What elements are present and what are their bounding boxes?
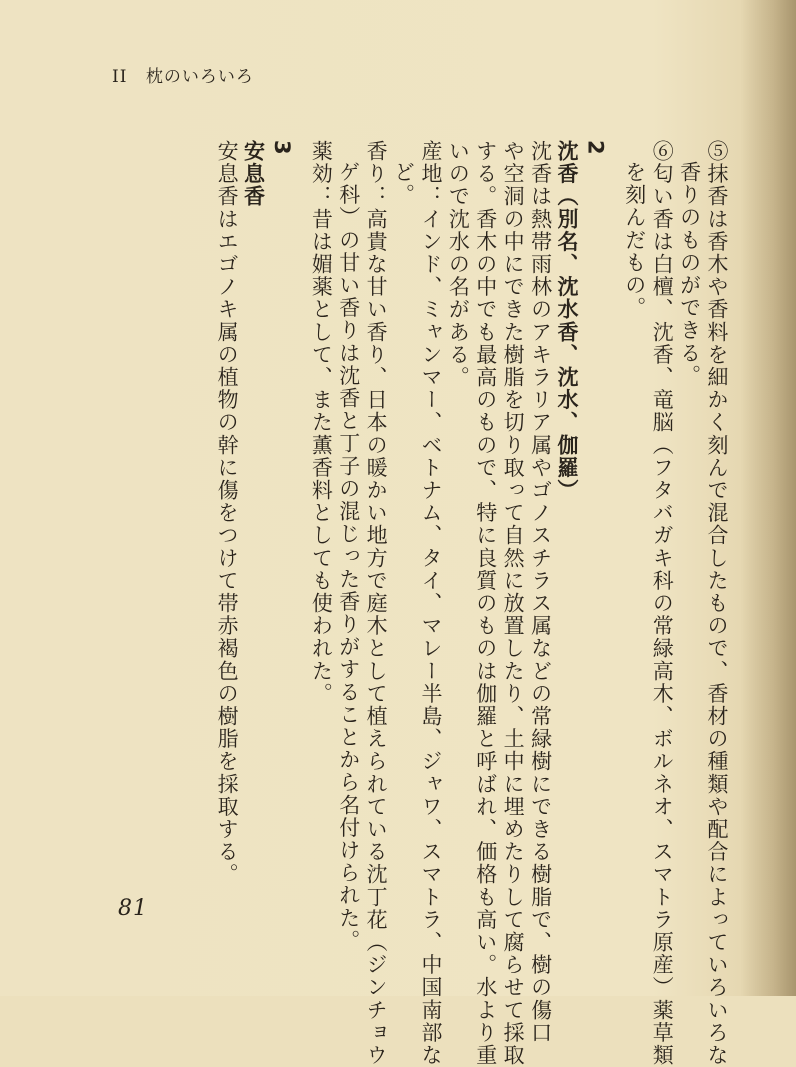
text-line: や空洞の中にできた樹脂を切り取って自然に放置したり、土中に埋めたりして腐らせて採取 (501, 140, 526, 1067)
paragraph-gap (608, 140, 620, 880)
text-line: 安息香はエゴノキ属の植物の幹に傷をつけて帯赤褐色の樹脂を採取する。 (215, 140, 240, 886)
text-line: 香り：高貴な甘い香り、日本の暖かい地方で庭木として植えられている沈丁花（ジンチョウ (364, 140, 389, 1067)
paragraph-gap (295, 140, 307, 880)
text-line: 産地：インド、ミャンマー、ベトナム、タイ、マレー半島、ジャワ、スマトラ、中国南部な (418, 140, 443, 1067)
text-line: 香りのものができる。 (677, 161, 702, 387)
text-line: する。香木の中でも最高のもので、特に良質のものは伽羅と呼ばれ、価格も高い。水より重 (473, 140, 498, 1067)
running-header (112, 62, 266, 87)
text-line: ど。 (391, 161, 416, 207)
page-number: 81 (118, 896, 148, 921)
text-line: 薬効：昔は媚薬として、また薫香料としても使われた。 (309, 140, 334, 705)
text-line: ⑤抹香は香木や香料を細かく刻んで混合したもので、香材の種類や配合によっていろいろな (705, 140, 729, 1067)
spine-shadow (740, 0, 796, 996)
text-line: ⑥匂い香は白檀、沈香、竜脳（フタバガキ科の常緑高木、ボルネオ、スマトラ原産）薬草類 (650, 140, 675, 1067)
section-number: 3 (269, 140, 294, 157)
chapter-title: 枕のいろいろ (145, 67, 254, 87)
section-heading: 沈香（別名、沈水香、沈水、伽羅） (554, 140, 580, 502)
section-heading: 安息香 (241, 140, 267, 208)
section-number: 2 (583, 140, 608, 157)
chapter-number: II (112, 67, 128, 87)
text-line: を刻んだもの。 (622, 161, 647, 320)
text-line: 沈香は熱帯雨林のアキラリア属やゴノスチラス属などの常緑樹にできる樹脂で、樹の傷口 (528, 140, 553, 1044)
text-line: ゲ科）の甘い香りは沈香と丁子の混じった香りがすることから名付けられた。 (336, 161, 361, 952)
text-line: いので沈水の名がある。 (446, 140, 471, 389)
